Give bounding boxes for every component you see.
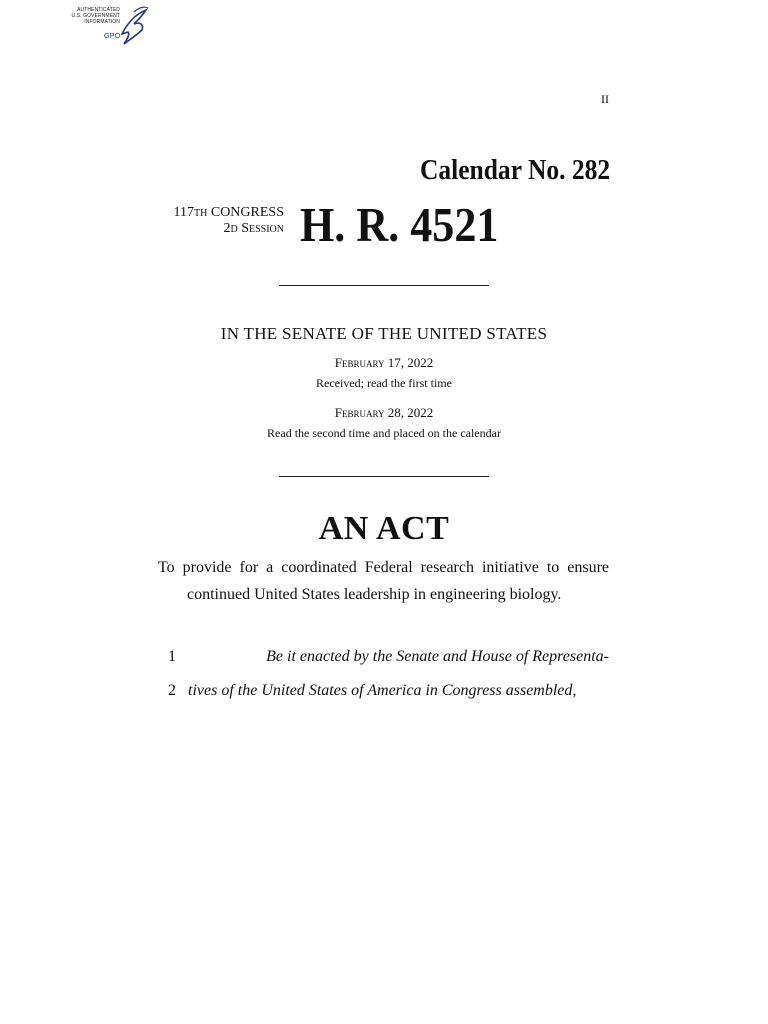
- action-date: February 17, 2022: [334, 355, 434, 370]
- eagle-icon: [114, 4, 150, 48]
- calendar-number: Calendar No. 282: [419, 154, 610, 186]
- action-text: Read the second time and placed on the calendar: [267, 426, 501, 440]
- enacting-clause-line: tives of the United States of America in Congress assembled,: [188, 682, 577, 699]
- congress-line: 117th CONGRESS: [173, 205, 284, 220]
- bill-version-code: II: [601, 92, 609, 106]
- gpo-authentication-seal: [58, 4, 150, 48]
- seal-text: AUTHENTICATED U.S. GOVERNMENT INFORMATION: [71, 7, 120, 25]
- action-date: February 28, 2022: [334, 405, 434, 420]
- purpose-statement: To provide for a coordinated Federal research initiative to ensure continued United States leadership in engineering biology.: [158, 559, 609, 603]
- chamber-heading: IN THE SENATE OF THE UNITED STATES: [220, 324, 548, 343]
- congress-session-block: [158, 205, 284, 237]
- act-heading: AN ACT: [318, 510, 450, 547]
- bill-number: H. R. 4521: [300, 197, 499, 252]
- session-line: 2d Session: [223, 221, 284, 236]
- divider-bottom: [279, 476, 489, 477]
- enacting-clause-line: Be it enacted by the Senate and House of Representa-: [266, 648, 609, 665]
- line-number: 2: [168, 682, 176, 699]
- gpo-mark: GPO: [104, 33, 121, 40]
- line-number: 1: [168, 648, 176, 665]
- divider-top: [279, 285, 489, 286]
- action-text: Received; read the first time: [316, 376, 452, 390]
